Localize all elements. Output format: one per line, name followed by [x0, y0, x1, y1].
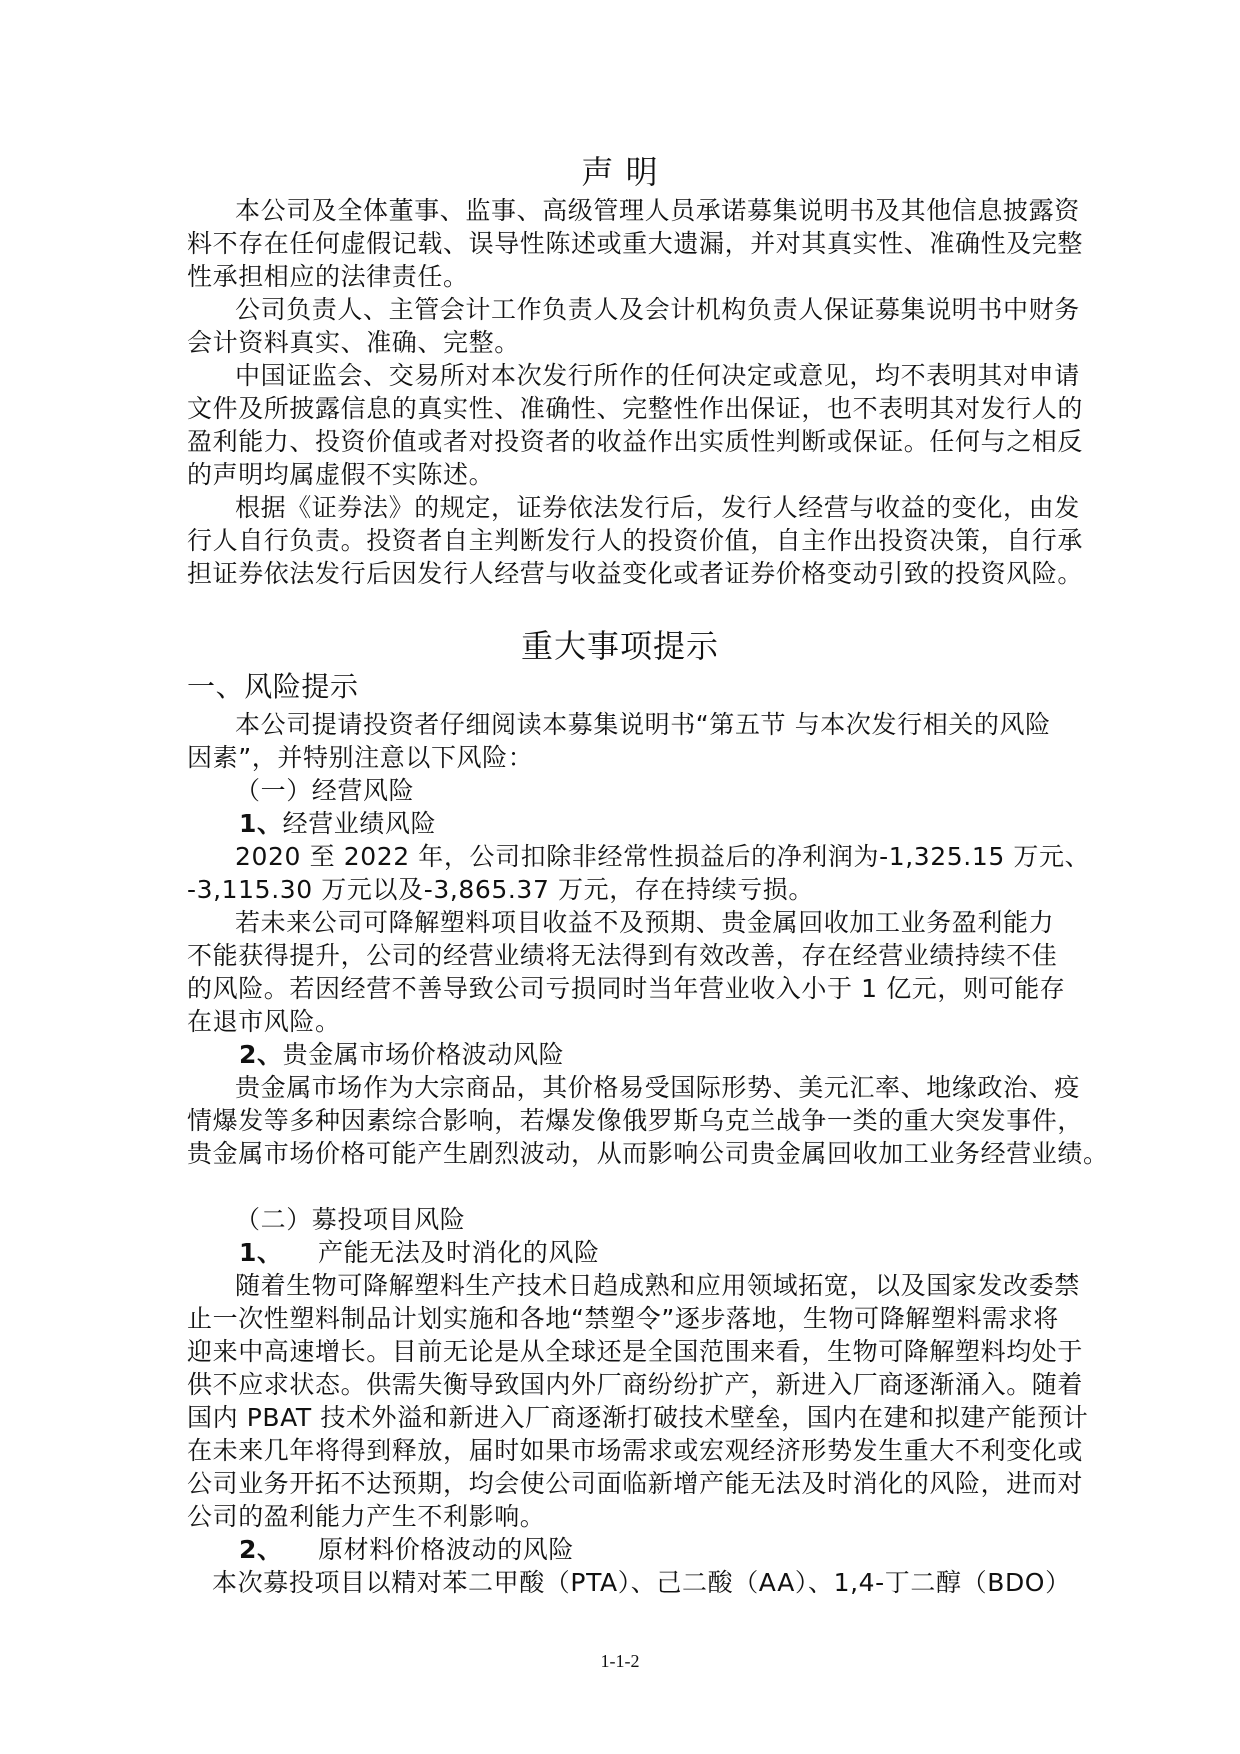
text-line: 随着生物可降解塑料生产技术日趋成熟和应用领域拓宽，以及国家发改委禁: [235, 1271, 1080, 1300]
text-line: 公司负责人、主管会计工作负责人及会计机构负责人保证募集说明书中财务: [235, 295, 1080, 324]
text-line: 本公司及全体董事、监事、高级管理人员承诺募集说明书及其他信息披露资: [235, 196, 1080, 225]
text-line: 文件及所披露信息的真实性、准确性、完整性作出保证，也不表明其对发行人的: [187, 394, 1084, 423]
text-line: 情爆发等多种因素综合影响，若爆发像俄罗斯乌克兰战争一类的重大突发事件，: [187, 1106, 1084, 1135]
declaration-body: [187, 194, 1227, 590]
item-heading: [187, 1038, 1227, 1071]
text-line: 公司的盈利能力产生不利影响。: [187, 1502, 546, 1531]
text-line: 的风险。若因经营不善导致公司亏损同时当年营业收入小于 1 亿元，则可能存: [187, 974, 1066, 1003]
major-matters-title: 重大事项提示: [520, 627, 719, 665]
text-line: 本次募投项目以精对苯二甲酸（PTA）、己二酸（AA）、1,4-丁二醇（BDO）: [212, 1568, 1071, 1597]
text-line: 贵金属市场作为大宗商品，其价格易受国际形势、美元汇率、地缘政治、疫: [235, 1073, 1080, 1102]
text-line: 因素”，并特别注意以下风险：: [187, 743, 534, 772]
text-line: 料不存在任何虚假记载、误导性陈述或重大遗漏，并对其真实性、准确性及完整: [187, 229, 1084, 258]
text-line: 公司业务开拓不达预期，均会使公司面临新增产能无法及时消化的风险，进而对: [187, 1469, 1084, 1498]
text-line: 国内 PBAT 技术外溢和新进入厂商逐渐打破技术壁垒，国内在建和拟建产能预计: [187, 1403, 1089, 1432]
text-line: -3,115.30 万元以及-3,865.37 万元，存在持续亏损。: [187, 875, 814, 904]
blank-line: [187, 1170, 1227, 1203]
text-line: 贵金属市场价格可能产生剧烈波动，从而影响公司贵金属回收加工业务经营业绩。: [187, 1139, 1109, 1168]
text-line: 中国证监会、交易所对本次发行所作的任何决定或意见，均不表明其对申请: [235, 361, 1080, 390]
text-line: 迎来中高速增长。目前无论是从全球还是全国范围来看，生物可降解塑料均处于: [187, 1337, 1084, 1366]
declaration-paragraph: [187, 491, 1227, 590]
text-line: 根据《证券法》的规定，证券依法发行后，发行人经营与收益的变化，由发: [235, 493, 1080, 522]
text-line: 在未来几年将得到释放，届时如果市场需求或宏观经济形势发生重大不利变化或: [187, 1436, 1084, 1465]
subsection-heading: （一）经营风险: [235, 776, 415, 805]
body-paragraph: [187, 1566, 1227, 1599]
text-line: 不能获得提升，公司的经营业绩将无法得到有效改善，存在经营业绩持续不佳: [187, 941, 1058, 970]
item-number: 1、: [239, 1238, 283, 1267]
body-paragraph: [187, 1269, 1227, 1533]
risk-section-heading: 一、风险提示: [187, 670, 359, 703]
text-line: 担证券依法发行后因发行人经营与收益变化或者证券价格变动引致的投资风险。: [187, 559, 1084, 588]
text-line: 盈利能力、投资价值或者对投资者的收益作出实质性判断或保证。任何与之相反: [187, 427, 1084, 456]
body-paragraph: [187, 906, 1227, 1038]
text-line: 2020 至 2022 年，公司扣除非经常性损益后的净利润为-1,325.15 万元、: [235, 842, 1091, 871]
item-number: 2、: [239, 1535, 283, 1564]
declaration-paragraph: [187, 194, 1227, 293]
text-line: 止一次性塑料制品计划实施和各地“禁塑令”逐步落地，生物可降解塑料需求将: [187, 1304, 1059, 1333]
text-line: 行人自行负责。投资者自主判断发行人的投资价值，自主作出投资决策，自行承: [187, 526, 1084, 555]
text-line: 会计资料真实、准确、完整。: [187, 328, 520, 357]
item-number: 1、: [239, 809, 283, 838]
text-line: 的声明均属虚假不实陈述。: [187, 460, 495, 489]
text-line: 在退市风险。: [187, 1007, 341, 1036]
page-number: 1-1-2: [600, 1651, 640, 1671]
text-line: 性承担相应的法律责任。: [187, 262, 469, 291]
text-line: 本公司提请投资者仔细阅读本募集说明书“第五节 与本次发行相关的风险: [235, 710, 1051, 739]
declaration-paragraph: [187, 359, 1227, 491]
body-paragraph: [187, 840, 1227, 906]
item-heading: [187, 1533, 1227, 1566]
item-title: 经营业绩风险: [282, 809, 437, 838]
item-title: 贵金属市场价格波动风险: [282, 1040, 565, 1069]
subsection-heading: （二）募投项目风险: [235, 1205, 466, 1234]
body-paragraph: [187, 1071, 1227, 1170]
item-heading: [187, 807, 1227, 840]
declaration-paragraph: [187, 293, 1227, 359]
item-title: 产能无法及时消化的风险: [318, 1238, 600, 1267]
item-title: 原材料价格波动的风险: [318, 1535, 575, 1564]
risk-section-body: [187, 708, 1227, 1599]
text-line: 若未来公司可降解塑料项目收益不及预期、贵金属回收加工业务盈利能力: [235, 908, 1055, 937]
item-number: 2、: [239, 1040, 283, 1069]
intro-paragraph: [187, 708, 1227, 774]
item-heading: [187, 1236, 1227, 1269]
declaration-title: 声 明: [581, 153, 659, 191]
text-line: 供不应求状态。供需失衡导致国内外厂商纷纷扩产，新进入厂商逐渐涌入。随着: [187, 1370, 1084, 1399]
